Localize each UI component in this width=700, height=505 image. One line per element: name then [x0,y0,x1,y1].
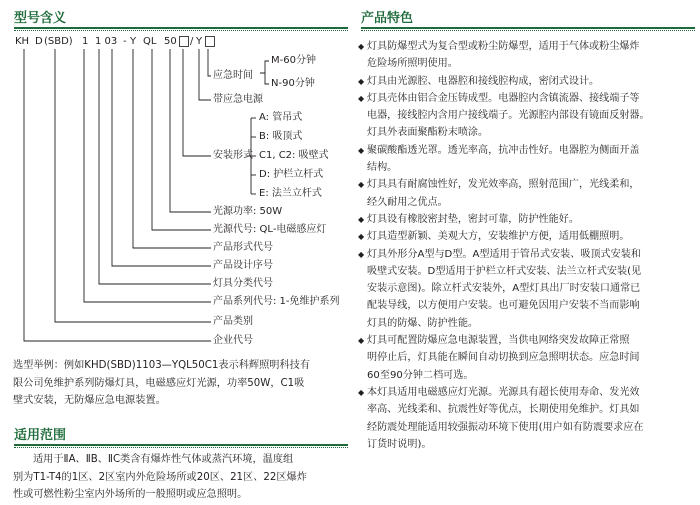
feature-item [358,176,695,211]
feature-item [358,332,695,384]
feature-line: 明停止后，灯具能在瞬间自动切换到应急照明状态。应急时间 [367,352,640,364]
feature-line: 吸壁式安装。D型适用于护栏立杆式安装、法兰立杆式安装(见 [367,265,642,277]
code-kh: KH [15,36,30,47]
label-mount-b: B: 吸顶式 [259,131,303,142]
feature-line: 结构。 [367,162,398,174]
label-n90: N-90分钟 [271,78,315,89]
feature-line: 灯具壳体由铝合金压铸成型。电器腔内含镇流器、接线端子等 [367,92,640,104]
label-mount-c: C1, C2: 吸壁式 [259,150,329,161]
features-list [358,38,695,453]
label-power: 光源功率: 50W [213,206,283,217]
code-sbd: (SBD) [44,36,73,47]
scope-text [13,451,307,504]
label-mount-e: E: 法兰立杆式 [259,188,322,199]
code-103: 1 03 [95,36,118,47]
feature-line: 配装导线，以方便用户安装。也可避免因用户安装不当而影响 [367,300,640,312]
scope-line: 别为T1-T4的1区、2区室内外危险场所或20区、21区、22区爆炸 [13,471,307,483]
scope-line: 适用于ⅡA、ⅡB、ⅡC类含有爆炸性气体或蒸汽环境，温度组 [33,454,294,465]
label-m60: M-60分钟 [271,55,316,66]
code-1: 1 [82,36,89,47]
feature-line: 订货时说明)。 [367,438,432,450]
label-category: 产品类别 [213,316,253,327]
feature-item [358,246,695,332]
feature-item [358,38,695,73]
label-with-emergency: 带应急电源 [213,94,263,105]
code-d: D [35,36,43,47]
feature-item [358,228,695,245]
bullet-icon: ◆ [358,93,365,103]
feature-line: 电器，接线腔内含用户接线端子。光源腔内部设有镜面反射器。 [367,110,650,122]
bullet-icon: ◆ [358,336,365,346]
label-mount-form: 安装形式 [213,150,253,161]
example-line: 限公司免维护系列防爆灯具，电磁感应灯光源，功率50W，C1吸 [13,377,305,389]
feature-line: 灯具可配置防爆应急电源装置，当供电网络突发故障正常照 [367,335,630,347]
bullet-icon: ◆ [358,145,365,155]
feature-line: 灯具外形分A型与D型。A型适用于管吊式安装、吸顶式安装和 [367,248,641,260]
feature-line: 灯具造型新颖、美观大方，安装维护方便，适用低棚照明。 [367,231,630,243]
label-class-code: 灯具分类代号 [213,278,273,289]
bullet-icon: ◆ [358,249,365,259]
feature-line: 灯具防爆型式为复合型或粉尘防爆型，适用于气体或粉尘爆炸 [367,41,640,52]
label-series-code: 产品系列代号: 1-免维护系列 [213,296,340,307]
code-slash: / [190,36,194,47]
label-company-code: 企业代号 [213,335,253,346]
feature-item [358,90,695,142]
label-emergency-time: 应急时间 [213,70,253,81]
label-design-seq: 产品设计序号 [213,260,273,271]
features-underline [361,27,695,29]
code-dash: - [123,36,127,47]
scope-title: 适用范围 [14,428,67,443]
feature-item [358,142,695,177]
feature-line: 灯具设有橡胶密封垫，密封可靠，防护性能好。 [367,213,579,225]
bullet-icon: ◆ [358,76,365,86]
features-dotted-line [361,30,695,31]
feature-line: 经防震处理能适用较强振动环境下使用(用户如有防震要求应在 [367,421,644,433]
feature-line: 灯具具有耐腐蚀性好，发光效率高，照射范围广，光线柔和， [367,179,640,191]
product-features-title: 产品特色 [361,11,414,26]
selection-example [13,357,310,410]
feature-line: 率高、光线柔和、抗震性好等优点，长期使用免维护。灯具如 [367,404,640,416]
scope-dotted-line [14,447,348,448]
feature-line: 安装示意图)。除立杆式安装外，A型灯具出厂时安装口通常已 [367,283,641,295]
bullet-icon: ◆ [358,387,365,397]
feature-line: 灯具的防爆、防护性能。 [367,317,479,329]
feature-item [358,73,695,90]
example-line: 壁式安装，无防爆应急电源装置。 [13,395,166,406]
code-ql: QL [143,36,157,47]
feature-line: 灯具由光源腔、电器腔和接线腔构成，密闭式设计。 [367,75,600,87]
label-source-code: 光源代号: QL-电磁感应灯 [213,224,327,235]
label-mount-a: A: 管吊式 [259,112,303,123]
feature-item [358,384,695,453]
feature-line: 灯具外表面聚酯粉末喷涂。 [367,127,489,139]
code-50: 50 [164,36,177,47]
label-mount-d: D: 护栏立杆式 [259,169,324,180]
bullet-icon: ◆ [358,232,365,242]
bullet-icon: ◆ [358,42,365,51]
bullet-icon: ◆ [358,214,365,224]
scope-underline [14,444,348,446]
scope-line: 性或可燃性粉尘室内外场所的一般照明或应急照明。 [13,489,248,500]
feature-line: 本灯具适用电磁感应灯光源。光源具有超长使用寿命、发光效 [367,386,640,398]
feature-line: 经久耐用之优点。 [367,196,448,208]
feature-line: 聚碳酸酯透光罩。透光率高，抗冲击性好。电器腔为侧面开盖 [367,144,640,156]
bullet-icon: ◆ [358,180,365,190]
feature-item [358,211,695,228]
label-form-code: 产品形式代号 [213,242,273,253]
feature-line: 60至90分钟二档可选。 [367,369,474,381]
feature-line: 危险场所照明使用。 [367,58,458,70]
code-y2: Y [196,36,203,47]
code-y: Y [130,36,137,47]
model-meaning-title: 型号含义 [14,11,67,26]
example-line: 选型举例：例如KHD(SBD)1103—YQL50C1表示科辉照明科技有 [13,360,311,371]
